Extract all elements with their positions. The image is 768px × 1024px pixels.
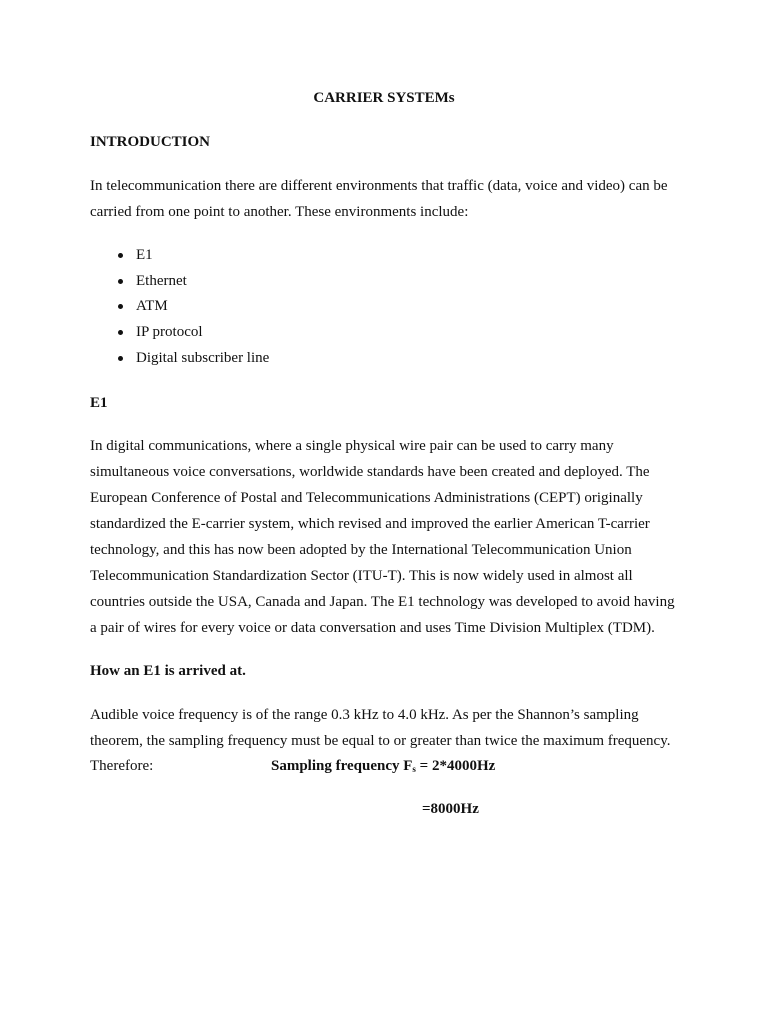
list-item: ATM xyxy=(116,295,269,321)
formula-result: =8000Hz xyxy=(422,801,479,817)
list-item: E1 xyxy=(116,244,269,270)
paragraph-line: Audible voice frequency is of the range 0.3 kHz to 4.0 kHz. As per the Shannon’s sampling xyxy=(90,707,639,723)
bullet-icon xyxy=(118,279,123,284)
bullet-icon xyxy=(118,304,123,309)
paragraph-line: technology, and this has now been adopted by the International Telecommunication Union xyxy=(90,542,632,558)
paragraph-line: standardized the E-carrier system, which revised and improved the earlier American T-carrier xyxy=(90,516,650,532)
paragraph-line: Telecommunication Standardization Sector (ITU-T). This is now widely used in almost all xyxy=(90,568,633,584)
paragraph-line: In digital communications, where a single physical wire pair can be used to carry many xyxy=(90,438,614,454)
introduction-heading: INTRODUCTION xyxy=(90,134,211,150)
formula-label: Sampling frequency F xyxy=(271,758,413,774)
sampling-paragraph xyxy=(90,702,690,754)
e1-heading: E1 xyxy=(90,395,108,411)
document-title: CARRIER SYSTEMs xyxy=(313,90,455,106)
bullet-icon xyxy=(118,253,123,258)
list-item: IP protocol xyxy=(116,321,269,347)
list-item: Ethernet xyxy=(116,270,269,296)
paragraph-line: simultaneous voice conversations, worldwide standards have been created and deployed. The xyxy=(90,464,650,480)
paragraph-line: a pair of wires for every voice or data conversation and uses Time Division Multiplex (TDM). xyxy=(90,620,655,636)
paragraph-line: theorem, the sampling frequency must be equal to or greater than twice the maximum frequency. xyxy=(90,733,671,749)
list-item: Digital subscriber line xyxy=(116,347,269,373)
paragraph-line: carried from one point to another. These environments include: xyxy=(90,204,469,220)
formula-lead-text: Therefore: xyxy=(90,758,154,774)
e1-arrival-heading: How an E1 is arrived at. xyxy=(90,663,246,679)
paragraph-line: countries outside the USA, Canada and Japan. The E1 technology was developed to avoid having xyxy=(90,594,675,610)
paragraph-line: In telecommunication there are different environments that traffic (data, voice and video) can be xyxy=(90,178,668,194)
introduction-paragraph xyxy=(90,173,690,225)
formula-expression xyxy=(271,758,495,775)
formula-subscript: s xyxy=(412,764,416,774)
formula-value: = 2*4000Hz xyxy=(415,758,496,774)
paragraph-line: European Conference of Postal and Telecommunications Administrations (CEPT) originally xyxy=(90,490,643,506)
bullet-icon xyxy=(118,330,123,335)
environments-list xyxy=(116,244,269,372)
bullet-icon xyxy=(118,356,123,361)
e1-paragraph xyxy=(90,433,690,641)
